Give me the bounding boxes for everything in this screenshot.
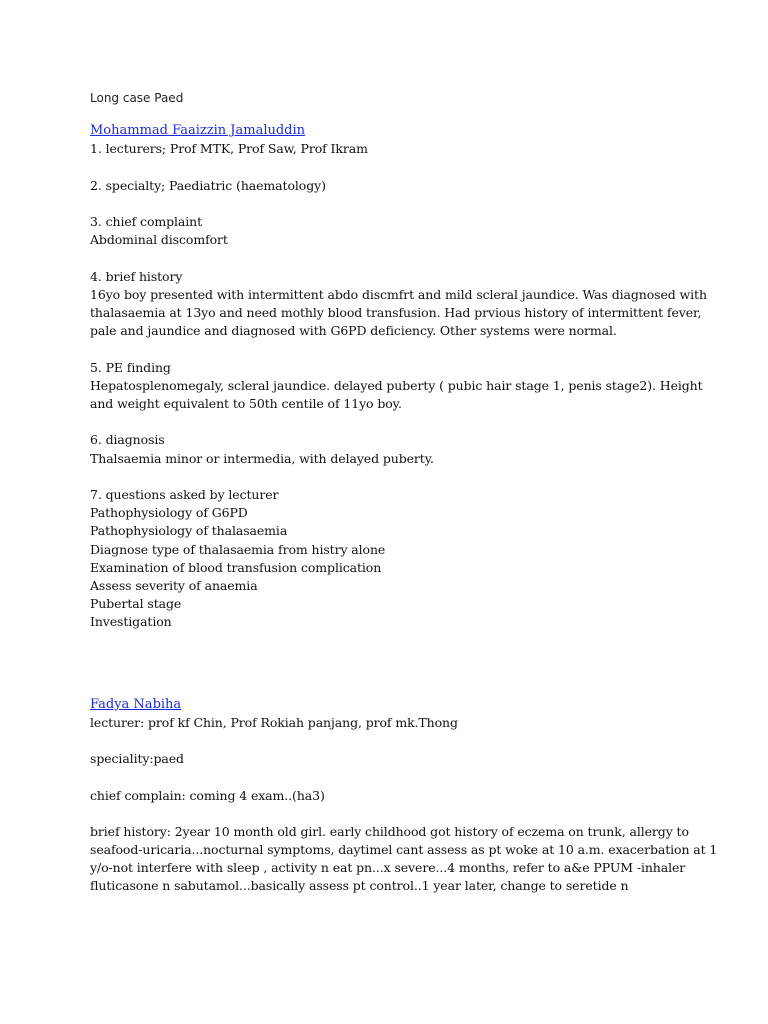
brief-history-section: [90, 268, 707, 341]
text-line: lecturer: prof kf Chin, Prof Rokiah panjang, prof mk.Thong: [90, 715, 458, 731]
text-line: 2. specialty; Paediatric (haematology): [90, 177, 326, 193]
text-line: y/o-not interfere with sleep , activity n eat pn...x severe...4 months, refer to a&e PPUM -inhaler: [90, 860, 686, 876]
text-line: chief complain: coming 4 exam..(ha3): [90, 787, 325, 803]
section-heading: 3. chief complaint: [90, 213, 203, 229]
lecturers-section: [90, 140, 690, 158]
text-line: thalasaemia at 13yo and need mothly blood transfusion. Had prvious history of intermittent fever,: [90, 304, 702, 320]
author-link[interactable]: Fadya Nabiha: [90, 697, 182, 712]
brief-history-section: [90, 823, 718, 896]
chief-complaint-section: [90, 787, 690, 805]
text-line: fluticasone n sabutamol...basically assess pt control..1 year later, change to seretide n: [90, 878, 629, 894]
list-item: Assess severity of anaemia: [90, 577, 258, 593]
text-line: 1. lecturers; Prof MTK, Prof Saw, Prof Ikram: [90, 141, 368, 157]
entry: [90, 122, 707, 650]
text-line: pale and jaundice and diagnosed with G6PD deficiency. Other systems were normal.: [90, 323, 617, 339]
specialty-section: [90, 750, 690, 768]
text-line: brief history: 2year 10 month old girl. early childhood got history of eczema on trunk, allergy to: [90, 823, 689, 839]
list-item: Diagnose type of thalasaemia from histry alone: [90, 541, 386, 557]
section-heading: 4. brief history: [90, 268, 183, 284]
text-line: and weight equivalent to 50th centile of 11yo boy.: [90, 395, 402, 411]
pe-finding-section: [90, 359, 703, 414]
text-line: seafood-uricaria...nocturnal symptoms, daytimel cant assess as pt woke at 10 a.m. exacerbation at 1: [90, 842, 718, 858]
list-item: Investigation: [90, 614, 172, 630]
list-item: Pathophysiology of G6PD: [90, 505, 248, 521]
text-line: Thalsaemia minor or intermedia, with delayed puberty.: [90, 450, 434, 466]
specialty-section: [90, 177, 690, 195]
text-line: Hepatosplenomegaly, scleral jaundice. delayed puberty ( pubic hair stage 1, penis stage2). Height: [90, 377, 703, 393]
list-item: Pubertal stage: [90, 596, 182, 612]
questions-section: [90, 486, 690, 632]
text-line: speciality:paed: [90, 751, 184, 767]
list-item: Pathophysiology of thalasaemia: [90, 523, 288, 539]
text-line: Abdominal discomfort: [90, 232, 228, 248]
chief-complaint-section: [90, 213, 690, 249]
entry: [90, 696, 718, 914]
lecturers-section: [90, 714, 690, 732]
section-heading: 7. questions asked by lecturer: [90, 486, 279, 502]
section-heading: 5. PE finding: [90, 359, 171, 375]
author-link[interactable]: Mohammad Faaizzin Jamaluddin: [90, 123, 306, 138]
list-item: Examination of blood transfusion complication: [90, 559, 382, 575]
text-line: 16yo boy presented with intermittent abdo discmfrt and mild scleral jaundice. Was diagnosed with: [90, 286, 707, 302]
section-heading: 6. diagnosis: [90, 432, 165, 448]
diagnosis-section: [90, 431, 690, 467]
document-title: Long case Paed: [90, 91, 184, 105]
